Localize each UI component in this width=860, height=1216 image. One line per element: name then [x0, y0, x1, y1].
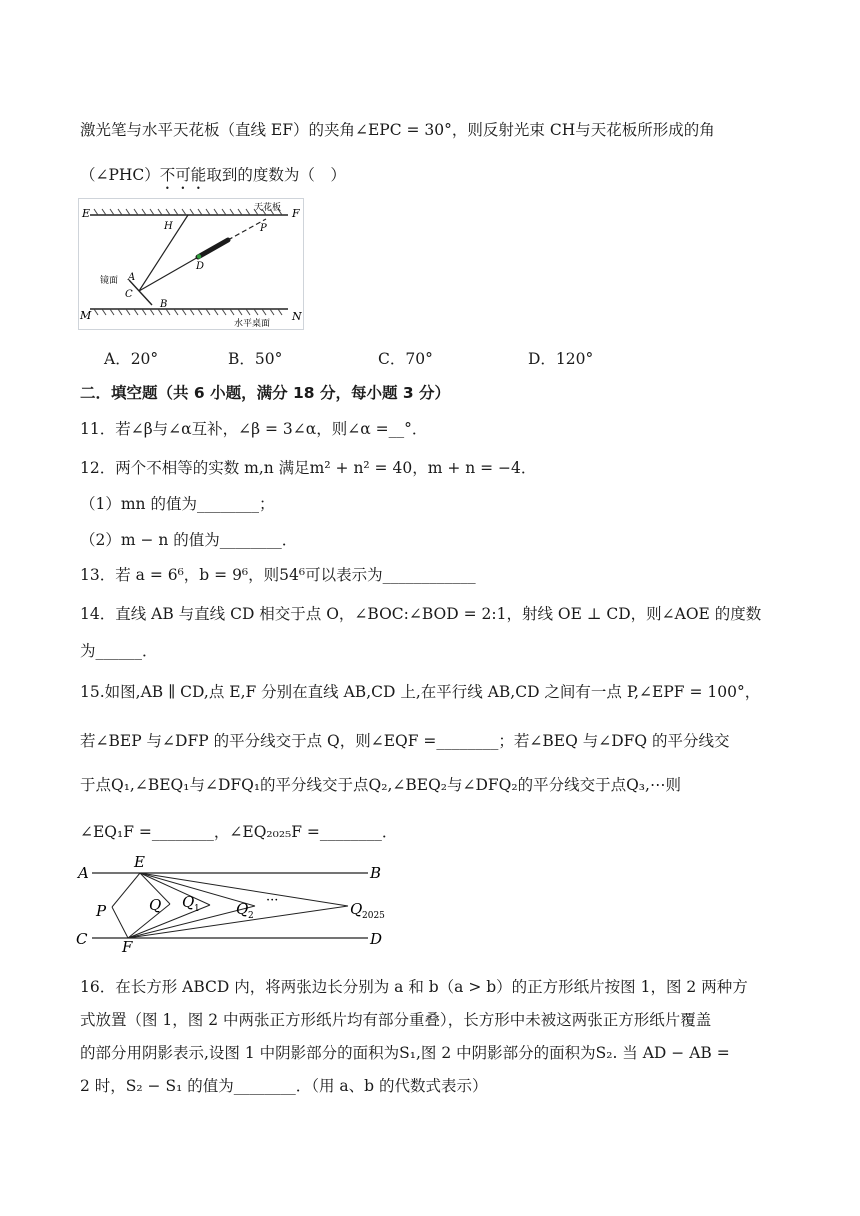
q12-part1: （1）mn 的值为________；	[80, 495, 275, 513]
fig15-label-C: C	[76, 930, 88, 948]
q10-option-b: B．50°	[228, 350, 283, 368]
fig10-label-table: 水平桌面	[234, 319, 271, 329]
fig15-label-B: B	[370, 864, 382, 882]
fig10-label-F: F	[292, 207, 300, 220]
q14-line2: 为______．	[80, 642, 158, 660]
q12-stem: 12．两个不相等的实数 m,n 满足m² + n² = 40，m + n = −4．	[80, 459, 537, 477]
q10-emphasis: 不可能	[159, 166, 207, 184]
q11: 11．若∠β与∠α互补，∠β = 3∠α，则∠α =__°．	[80, 420, 428, 438]
q15-line1: 15.如图,AB ∥ CD,点 E,F 分别在直线 AB,CD 上,在平行线 AB,CD 之间有一点 P,∠EPF = 100°，	[80, 683, 761, 701]
q15-figure	[70, 852, 400, 952]
fig10-label-ceiling: 天花板	[254, 203, 282, 213]
q10-line1: 激光笔与水平天花板（直线 EF）的夹角∠EPC = 30°，则反射光束 CH与天花板所形成的角	[80, 121, 715, 139]
q10-figure	[78, 198, 304, 330]
q10-line2	[80, 163, 346, 193]
q12-part2: （2）m − n 的值为________．	[80, 531, 298, 549]
fig15-label-D: D	[370, 930, 383, 948]
fig15-label-E: E	[134, 853, 145, 871]
q10-option-d: D．120°	[528, 350, 594, 368]
q14-line1: 14．直线 AB 与直线 CD 相交于点 O，∠BOC:∠BOD = 2:1，射线 OE ⊥ CD，则∠AOE 的度数	[80, 605, 762, 623]
fig15-label-Q2025-sub: 2025	[362, 911, 385, 921]
q10-option-c: C．70°	[378, 350, 433, 368]
q15-line2: 若∠BEP 与∠DFP 的平分线交于点 Q，则∠EQF =________；若∠BEQ 与∠DFQ 的平分线交	[80, 732, 730, 750]
fig15-label-dots: ···	[266, 893, 279, 908]
q10-line2-b: 取到的度数为（ ）	[206, 166, 346, 184]
fig10-label-B: B	[160, 299, 168, 310]
fig10-label-C: C	[125, 289, 133, 300]
fig15-label-F: F	[122, 938, 133, 952]
fig10-label-M: M	[80, 309, 92, 322]
fig15-label-Q2025: Q	[350, 900, 363, 918]
fig10-label-P: P	[260, 223, 267, 234]
fig15-label-A: A	[78, 864, 89, 882]
fig10-label-H: H	[164, 221, 173, 232]
fig15-label-P: P	[96, 902, 107, 920]
q16-line1: 16．在长方形 ABCD 内，将两张边长分别为 a 和 b（a > b）的正方形纸片按图 1，图 2 两种方	[80, 978, 748, 996]
fig10-label-E: E	[82, 207, 91, 220]
fig10-label-A: A	[128, 272, 136, 283]
fig15-label-Q1-sub: 1	[194, 904, 200, 914]
section-heading: 二．填空题（共 6 小题，满分 18 分，每小题 3 分）	[80, 384, 451, 402]
fig15-label-Q: Q	[149, 896, 162, 914]
q15-line3: 于点Q₁,∠BEQ₁与∠DFQ₁的平分线交于点Q₂,∠BEQ₂与∠DFQ₂的平分线交于点Q₃,⋯则	[80, 776, 681, 794]
fig10-label-D: D	[196, 261, 205, 272]
q10-option-a: A．20°	[104, 350, 159, 368]
fig10-label-mirror: 镜面	[100, 276, 119, 286]
q16-line2: 式放置（图 1，图 2 中两张正方形纸片均有部分重叠），长方形中未被这两张正方形纸片覆盖	[80, 1011, 712, 1029]
q16-line4: 2 时，S₂ − S₁ 的值为________．（用 a、b 的代数式表示）	[80, 1077, 488, 1095]
fig15-label-Q1: Q	[182, 893, 195, 911]
q16-line3: 的部分用阴影表示,设图 1 中阴影部分的面积为S₁,图 2 中阴影部分的面积为S₂. 当 AD − AB =	[80, 1044, 730, 1062]
fig10-label-N: N	[292, 310, 302, 323]
q15-line4: ∠EQ₁F =________，∠EQ₂₀₂₅F =________．	[80, 823, 398, 841]
q13: 13．若 a = 6⁶，b = 9⁶，则54⁶可以表示为____________	[80, 566, 476, 584]
fig15-label-Q2: Q	[236, 900, 249, 918]
fig15-label-Q2-sub: 2	[248, 911, 254, 921]
q10-line2-a: （∠PHC）	[80, 166, 160, 184]
